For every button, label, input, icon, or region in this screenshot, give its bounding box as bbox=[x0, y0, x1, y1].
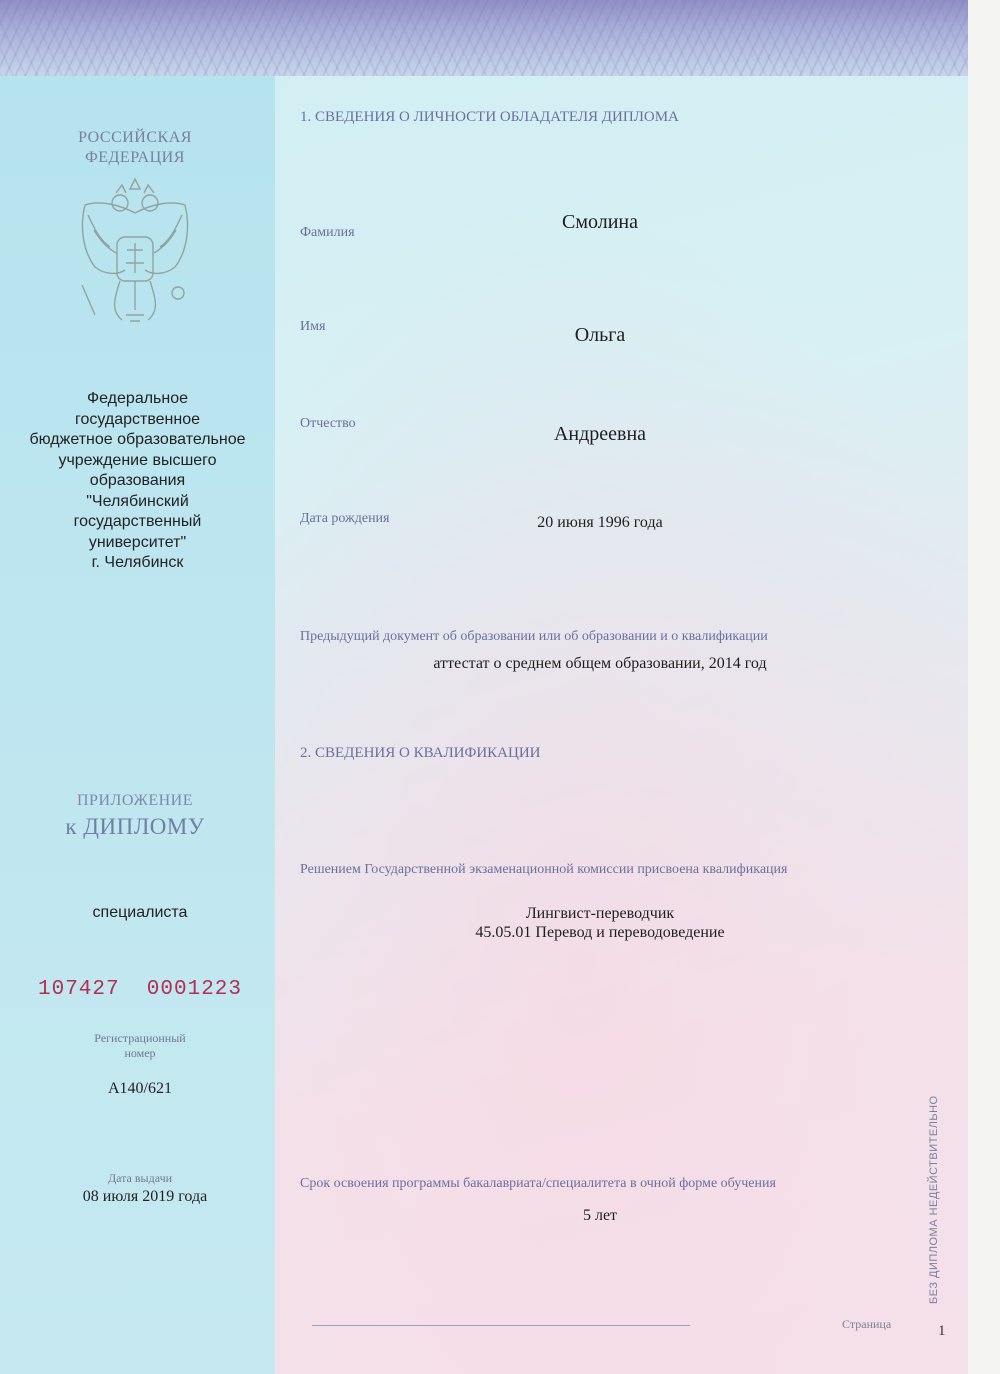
registration-label-line-2: номер bbox=[124, 1046, 156, 1060]
surname-value: Смолина bbox=[562, 211, 638, 233]
page-label: Страница bbox=[842, 1317, 892, 1331]
guilloche-band bbox=[0, 0, 968, 76]
org-line: университет" bbox=[88, 533, 187, 551]
patronymic-label: Отчество bbox=[300, 416, 356, 431]
section-2-heading: 2. СВЕДЕНИЯ О КВАЛИФИКАЦИИ bbox=[300, 745, 541, 761]
org-line: государственное bbox=[75, 410, 200, 428]
name-label: Имя bbox=[300, 319, 326, 334]
org-line: бюджетное образовательное bbox=[29, 431, 246, 448]
study-term-value: 5 лет bbox=[582, 1207, 618, 1224]
qualification-value bbox=[300, 904, 900, 942]
annex-title-line-1: ПРИЛОЖЕНИЕ bbox=[76, 792, 193, 809]
qualification-line-2: 45.05.01 Перевод и переводоведение bbox=[475, 924, 725, 941]
qualification-line-1: Лингвист-переводчик bbox=[525, 905, 675, 922]
institution-name bbox=[20, 389, 255, 574]
page-number: 1 bbox=[938, 1323, 946, 1339]
org-line: учреждение высшего bbox=[58, 451, 217, 469]
surname-label: Фамилия bbox=[300, 225, 355, 240]
scan-margin bbox=[968, 0, 1000, 1374]
patronymic-value: Андреевна bbox=[553, 423, 647, 445]
validity-note-text: БЕЗ ДИПЛОМА НЕДЕЙСТВИТЕЛЬНО bbox=[928, 1095, 940, 1304]
previous-document-value: аттестат о среднем общем образовании, 2014 год bbox=[433, 655, 767, 672]
org-line: государственный bbox=[73, 513, 202, 530]
registration-label-line-1: Регистрационный bbox=[94, 1031, 186, 1045]
name-value: Ольга bbox=[574, 324, 626, 346]
org-line: "Челябинский bbox=[86, 492, 189, 510]
annex-title-line-2: к ДИПЛОМУ bbox=[65, 814, 205, 839]
issue-date-label: Дата выдачи bbox=[107, 1171, 173, 1185]
registration-label bbox=[70, 1031, 210, 1061]
issue-date: 08 июля 2019 года bbox=[82, 1188, 208, 1205]
org-line: Федеральное bbox=[86, 390, 189, 407]
org-line: образования bbox=[89, 472, 186, 489]
degree-type: специалиста bbox=[92, 904, 188, 921]
bottom-rule bbox=[312, 1325, 690, 1326]
coat-of-arms-icon bbox=[60, 175, 210, 335]
country-line-2: ФЕДЕРАЦИЯ bbox=[85, 149, 185, 166]
dob-label: Дата рождения bbox=[300, 511, 390, 526]
section-1-heading: 1. СВЕДЕНИЯ О ЛИЧНОСТИ ОБЛАДАТЕЛЯ ДИПЛОМА bbox=[300, 109, 679, 125]
country-line-1: РОССИЙСКАЯ bbox=[78, 129, 192, 146]
dob-value: 20 июня 1996 года bbox=[537, 514, 663, 531]
validity-note bbox=[928, 1048, 944, 1304]
country-name bbox=[30, 128, 240, 168]
registration-number: А140/621 bbox=[108, 1080, 172, 1097]
qualification-label: Решением Государственной экзаменационной комиссии присвоена квалификация bbox=[300, 862, 788, 877]
org-line: г. Челябинск bbox=[91, 554, 184, 571]
serial-number: 107427 0001223 bbox=[37, 978, 243, 1001]
previous-document-label: Предыдущий документ об образовании или об образовании и о квалификации bbox=[300, 629, 768, 644]
study-term-label: Срок освоения программы бакалавриата/специалитета в очной форме обучения bbox=[300, 1176, 776, 1191]
